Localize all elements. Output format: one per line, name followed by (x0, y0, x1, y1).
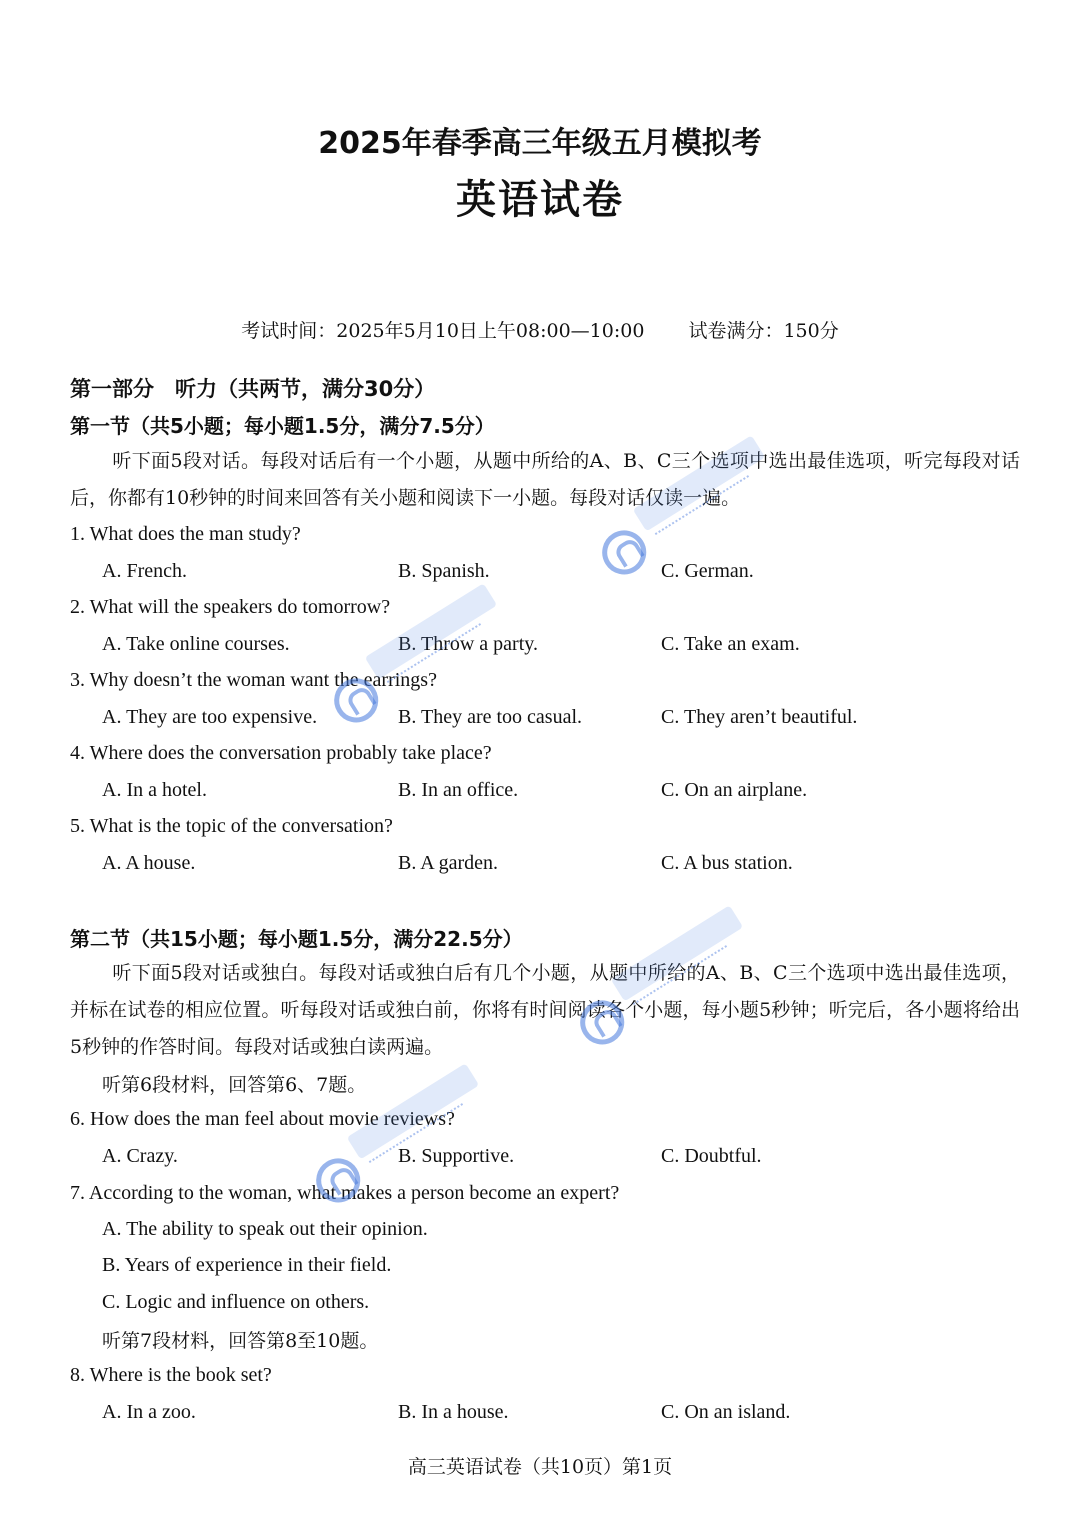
section2-instructions-text: 听下面5段对话或独白。每段对话或独白后有几个小题，从题中所给的A、B、C三个选项中选出最佳选项，并标在试卷的相应位置。听每段对话或独白前，你将有时间阅读各个小题，每小题5秒钟；听完后，各小题将给出5秒钟的作答时间。每段对话或独白读两遍。 (70, 962, 1020, 1058)
question-5: 5. What is the topic of the conversation? (70, 815, 393, 837)
full-score: 试卷满分：150分 (688, 320, 839, 342)
q6-option-a: A. Crazy. (102, 1145, 178, 1167)
q8-option-b: B. In a house. (398, 1401, 509, 1423)
q5-option-c: C. A bus station. (661, 852, 793, 874)
question-6: 6. How does the man feel about movie reviews? (70, 1108, 455, 1130)
section2-instructions (70, 955, 1020, 1066)
note-q6-7: 听第6段材料，回答第6、7题。 (102, 1074, 367, 1096)
q3-option-c: C. They aren’t beautiful. (661, 706, 858, 728)
paper-title: 英语试卷 (456, 177, 624, 223)
question-2: 2. What will the speakers do tomorrow? (70, 596, 391, 618)
question-4: 4. Where does the conversation probably take place? (70, 742, 492, 764)
section2-heading: 第二节（共15小题；每小题1.5分，满分22.5分） (70, 927, 523, 951)
q7-option-b: B. Years of experience in their field. (102, 1254, 392, 1276)
section1-instructions-text: 听下面5段对话。每段对话后有一个小题，从题中所给的A、B、C三个选项中选出最佳选项，听完每段对话后，你都有10秒钟的时间来回答有关小题和阅读下一小题。每段对话仅读一遍。 (70, 450, 1020, 509)
q4-option-c: C. On an airplane. (661, 779, 808, 801)
q3-option-a: A. They are too expensive. (102, 706, 318, 728)
question-1: 1. What does the man study? (70, 523, 301, 545)
q1-option-a: A. French. (102, 560, 187, 582)
section1-heading: 第一节（共5小题；每小题1.5分，满分7.5分） (70, 414, 495, 438)
q1-option-c: C. German. (661, 560, 754, 582)
section1-instructions (70, 443, 1020, 517)
q1-option-b: B. Spanish. (398, 560, 490, 582)
exam-info-line (0, 316, 1080, 343)
q2-option-b: B. Throw a party. (398, 633, 538, 655)
exam-time: 考试时间：2025年5月10日上午08:00—10:00 (241, 320, 645, 342)
q6-option-b: B. Supportive. (398, 1145, 515, 1167)
q2-option-a: A. Take online courses. (102, 633, 290, 655)
question-8: 8. Where is the book set? (70, 1364, 272, 1386)
exam-title: 2025年春季高三年级五月模拟考 (318, 126, 762, 161)
part1-heading: 第一部分 听力（共两节，满分30分） (70, 377, 436, 401)
page-footer: 高三英语试卷（共10页）第1页 (407, 1456, 673, 1478)
question-3: 3. Why doesn’t the woman want the earrings? (70, 669, 437, 691)
note-q8-10: 听第7段材料，回答第8至10题。 (102, 1330, 379, 1352)
q5-option-b: B. A garden. (398, 852, 498, 874)
q7-option-c: C. Logic and influence on others. (102, 1291, 370, 1313)
q7-option-a: A. The ability to speak out their opinion. (102, 1218, 428, 1240)
q8-option-c: C. On an island. (661, 1401, 791, 1423)
q4-option-a: A. In a hotel. (102, 779, 207, 801)
watermark-circle-icon (594, 522, 655, 583)
question-7: 7. According to the woman, what makes a person become an expert? (70, 1182, 620, 1204)
q4-option-b: B. In an office. (398, 779, 519, 801)
q8-option-a: A. In a zoo. (102, 1401, 196, 1423)
q5-option-a: A. A house. (102, 852, 196, 874)
q2-option-c: C. Take an exam. (661, 633, 800, 655)
q3-option-b: B. They are too casual. (398, 706, 583, 728)
q6-option-c: C. Doubtful. (661, 1145, 762, 1167)
